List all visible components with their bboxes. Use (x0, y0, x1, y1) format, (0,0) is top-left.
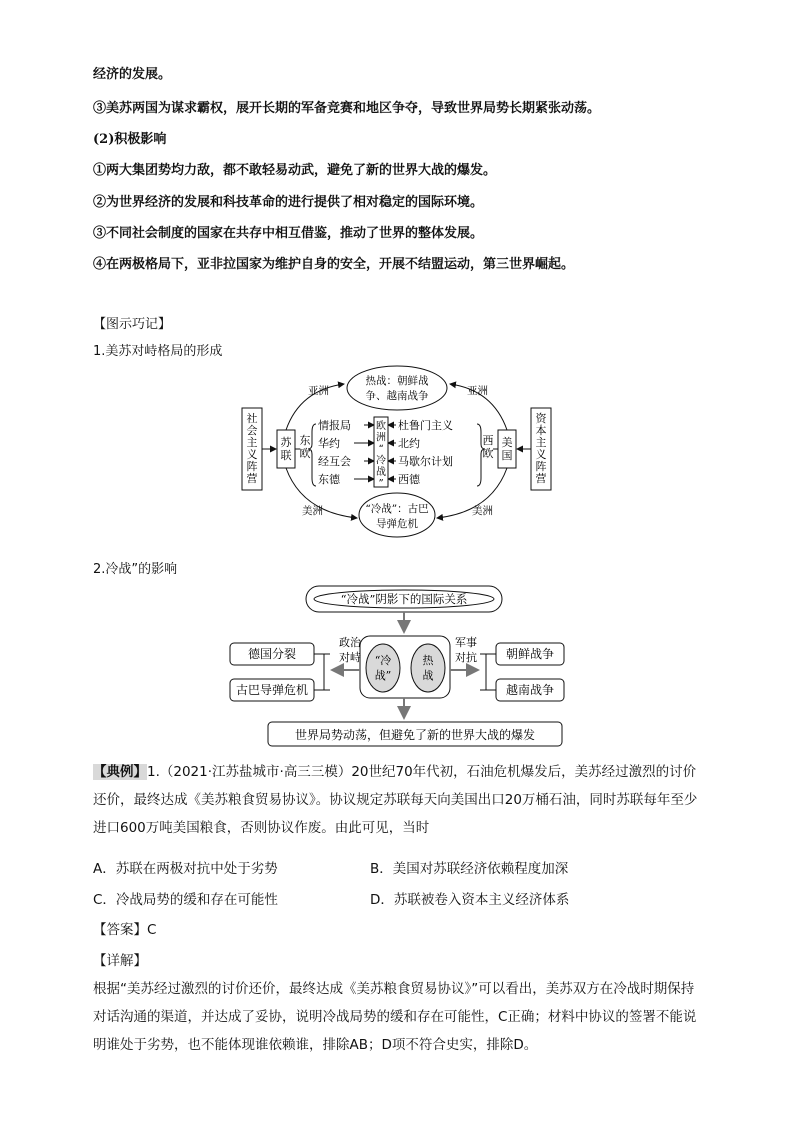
center-box-label: 欧洲“冷战” (376, 421, 386, 490)
intro-line-2: ③美苏两国为谋求霸权，展开长期的军备竞赛和地区争夺，导致世界局势长期紧张动荡。 (93, 101, 601, 116)
left-item-1: 情报局 (318, 419, 351, 432)
example-question-text: 1.（2021·江苏盐城市·高三三模）20世纪70年代初，石油危机爆发后，美苏经过激烈的讨价还价，最终达成《美苏粮食贸易协议》。协议规定苏联每天向美国出口20万桶石油，同时苏联每年至少进口600万吨美国粮食，否则协议作废。由此可见，当时 (93, 764, 698, 836)
left-camp-label: 社会主义阵营 (246, 412, 258, 485)
d2-cold-war-line-2: 战” (374, 669, 392, 682)
right-country-label: 美国 (501, 436, 513, 462)
diagram1-title: 1.美苏对峙格局的形成 (93, 344, 223, 359)
arc-label-bottom-left: 美洲 (302, 505, 323, 517)
detail-text: 根据“美苏经过激烈的讨价还价，最终达成《美苏粮食贸易协议》”可以看出，美苏双方在冷战时期保持对话沟通的渠道，并达成了妥协，说明冷战局势的缓和存在可能性，C正确；材料中协议的签署不能说 明谁处于劣势，也不能体现谁依赖谁，排除AB；D项不符合史实，排除D。 (93, 981, 697, 1053)
example-question (93, 758, 705, 842)
arc-label-top-right: 亚洲 (467, 385, 488, 397)
bottom-box-line-1: “冷战”：古巴 (365, 503, 429, 515)
diagram-coldwar-impact (226, 584, 571, 750)
d2-top-box-label: “冷战”阴影下的国际关系 (340, 592, 468, 606)
d2-left-label-2: 对峙 (339, 651, 361, 664)
option-b[interactable]: B．美国对苏联经济依赖程度加深 (370, 861, 569, 877)
intro-line-4: ①两大集团势均力敌，都不敢轻易动武，避免了新的世界大战的爆发。 (93, 163, 497, 178)
right-item-1: 杜鲁门主义 (398, 419, 453, 432)
option-c[interactable]: C．冷战局势的缓和存在可能性 (93, 892, 278, 908)
d2-hot-war-line-1: 热 (422, 654, 434, 667)
right-camp-label: 资本主义阵营 (535, 412, 547, 485)
example-badge: 【典例】 (93, 764, 147, 780)
d2-right-label-2: 对抗 (455, 651, 477, 664)
right-item-2: 北约 (398, 437, 420, 450)
d2-hot-war-line-2: 战 (422, 669, 434, 682)
bottom-box (359, 493, 435, 537)
d2-left-box-1-label: 德国分裂 (247, 647, 297, 661)
d2-right-box-2-label: 越南战争 (505, 683, 555, 697)
intro-line-1: 经济的发展。 (93, 67, 172, 82)
left-item-2: 华约 (318, 437, 340, 450)
answer-label: 【答案】C (93, 922, 157, 938)
d2-left-label-1: 政治 (339, 636, 361, 649)
d2-cold-war (366, 644, 400, 692)
intro-subheading: (2)积极影响 (93, 132, 167, 147)
d2-bottom-box-label: 世界局势动荡，但避免了新的世界大战的爆发 (294, 728, 536, 742)
top-box-line-2: 争、越南战争 (365, 390, 429, 402)
intro-line-7: ④在两极格局下，亚非拉国家为维护自身的安全，开展不结盟运动，第三世界崛起。 (93, 257, 575, 272)
arc-label-bottom-right: 美洲 (472, 505, 493, 517)
left-item-4: 东德 (318, 473, 340, 486)
right-region-label: 西欧 (482, 434, 494, 460)
intro-line-5: ②为世界经济的发展和科技革命的进行提供了相对稳定的国际环境。 (93, 195, 484, 210)
diagram2-title: 2.冷战”的影响 (93, 562, 178, 577)
d2-cold-war-line-1: “冷 (374, 654, 392, 667)
option-a[interactable]: A．苏联在两极对抗中处于劣势 (93, 861, 278, 877)
left-country-label: 苏联 (280, 436, 292, 462)
left-region-label: 东欧 (299, 434, 311, 460)
top-box (347, 366, 447, 410)
right-item-4: 西德 (398, 473, 420, 486)
detail-label: 【详解】 (93, 953, 147, 969)
left-item-3: 经互会 (318, 455, 351, 468)
top-box-line-1: 热战：朝鲜战 (365, 375, 429, 387)
diagram-confrontation (240, 362, 555, 540)
d2-left-box-2-label: 古巴导弹危机 (235, 683, 309, 697)
d2-right-box-1-label: 朝鲜战争 (505, 647, 555, 661)
option-d[interactable]: D．苏联被卷入资本主义经济体系 (370, 892, 570, 908)
d2-right-label-1: 军事 (455, 636, 477, 649)
arc-label-top-left: 亚洲 (308, 385, 329, 397)
right-item-3: 马歇尔计划 (398, 455, 453, 468)
bottom-box-line-2: 导弹危机 (376, 518, 418, 530)
d2-hot-war (411, 644, 445, 692)
section-heading: 【图示巧记】 (93, 317, 172, 332)
intro-line-6: ③不同社会制度的国家在共存中相互借鉴，推动了世界的整体发展。 (93, 226, 484, 241)
